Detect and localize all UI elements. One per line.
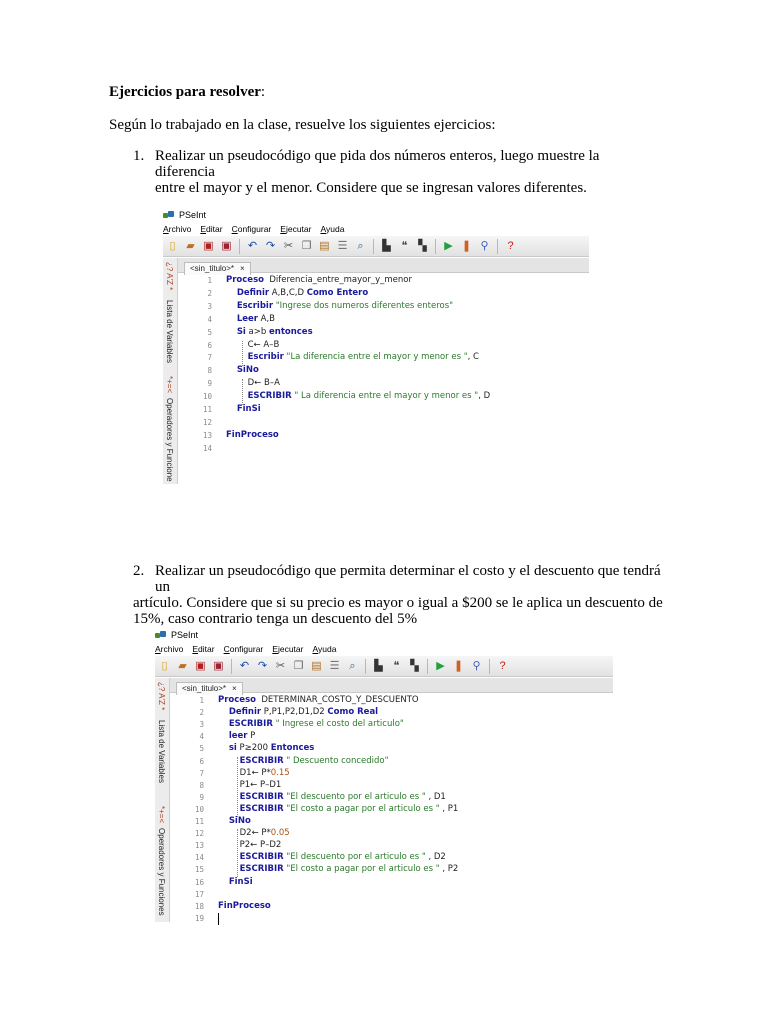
code-text: , P1 (439, 803, 459, 814)
menu-bar (163, 223, 589, 236)
code-line[interactable] (226, 314, 275, 324)
code-text: P (247, 731, 256, 742)
code-line[interactable] (226, 391, 490, 401)
undo-icon[interactable]: ↶ (247, 239, 258, 252)
code-text (218, 707, 229, 717)
code-line[interactable] (218, 780, 281, 790)
variables-icons[interactable]: ¿? A'Z * (165, 262, 174, 291)
line-number: 14 (202, 443, 212, 453)
run-icon[interactable]: ▶ (444, 239, 453, 252)
code-string: "El descuento por el articulo es " (286, 791, 426, 802)
line-number: 17 (194, 889, 204, 899)
menu-item-editar[interactable]: Editar (192, 644, 215, 654)
redo-icon[interactable]: ↷ (257, 659, 268, 672)
code-text (218, 719, 229, 729)
code-line[interactable] (226, 378, 280, 388)
toolbar-separator (373, 239, 374, 254)
code-keyword: entonces (269, 326, 313, 337)
line-number: 13 (194, 841, 204, 851)
format-icon[interactable]: ▚ (410, 659, 419, 672)
code-line[interactable] (226, 365, 259, 375)
find-icon[interactable]: ⌕ (349, 659, 356, 672)
code-text: DETERMINAR_COSTO_Y_DESCUENTO (255, 695, 419, 705)
code-string: "La diferencia entre el mayor y menor es " (286, 352, 468, 363)
toolbar-separator (497, 239, 498, 254)
toolbar (155, 656, 613, 677)
operators-functions-tab[interactable]: Operadores y Funciones (157, 828, 166, 916)
file-tab-label: <sin_titulo>* (190, 264, 235, 273)
app-title-bar (155, 628, 613, 643)
code-string: " La diferencia entre el mayor y menor es " (294, 391, 479, 402)
open-file-icon[interactable]: ▰ (178, 659, 187, 672)
code-keyword: FinSi (236, 404, 261, 414)
toolbar-separator (435, 239, 436, 254)
code-text: P≥200 (236, 743, 271, 754)
line-number: 16 (194, 877, 204, 887)
menu-item-archivo[interactable]: Archivo (163, 224, 192, 234)
save-icon[interactable]: ▣ (195, 659, 206, 672)
run-icon[interactable]: ▶ (436, 659, 445, 672)
code-keyword: leer (228, 731, 248, 742)
comment-icon[interactable]: ❝ (393, 659, 400, 672)
line-number: 7 (207, 353, 212, 363)
line-number: 3 (199, 720, 204, 730)
code-keyword: ESCRIBIR (239, 791, 284, 802)
side-panel (163, 258, 178, 484)
help-icon[interactable]: ? (499, 659, 506, 672)
line-number: 2 (199, 708, 204, 718)
exercise-line: 15%, caso contrario tenga un descuento del 5% (133, 611, 418, 627)
code-string: " Ingrese el costo del articulo" (275, 719, 404, 730)
indent-icon[interactable]: ▙ (374, 659, 383, 672)
code-text (226, 391, 248, 401)
indent-guide (242, 379, 243, 405)
variables-list-tab[interactable]: Lista de Variables (165, 300, 174, 363)
app-title: PSeInt (171, 630, 199, 640)
step-icon[interactable]: ❚ (453, 659, 464, 672)
code-keyword: Definir (228, 707, 262, 718)
code-line[interactable] (226, 327, 313, 337)
menu-bar (155, 643, 613, 656)
code-line[interactable] (226, 430, 279, 440)
menu-item-ayuda[interactable]: Ayuda (320, 224, 345, 234)
menu-item-archivo[interactable]: Archivo (155, 644, 184, 654)
comment-icon[interactable]: ❝ (401, 239, 408, 252)
variables-icons[interactable]: ¿? A'Z * (157, 682, 166, 711)
section-title (109, 84, 265, 101)
code-text (226, 314, 237, 324)
code-editor[interactable] (178, 258, 589, 484)
close-tab-icon[interactable]: × (232, 684, 237, 693)
code-keyword: ESCRIBIR (247, 391, 292, 402)
code-line[interactable] (218, 804, 458, 814)
code-text: C← A–B (226, 339, 280, 350)
indent-guide (237, 757, 238, 818)
section-title-colon: : (260, 84, 266, 100)
new-file-icon[interactable]: ▯ (169, 239, 176, 252)
exercise-text (155, 148, 653, 196)
menu-item-ejecutar[interactable]: Ejecutar (280, 224, 312, 234)
code-keyword: ESCRIBIR (228, 719, 273, 730)
edit-flow-icon[interactable]: ☰ (337, 239, 348, 252)
line-number: 1 (199, 696, 204, 705)
debug-icon[interactable]: ⚲ (480, 239, 489, 252)
line-number: 14 (194, 853, 204, 863)
code-line[interactable] (226, 404, 261, 414)
code-line[interactable] (218, 840, 281, 850)
open-file-icon[interactable]: ▰ (186, 239, 195, 252)
code-string: " Descuento concedido" (286, 755, 389, 766)
code-line[interactable] (218, 731, 255, 741)
line-number: 7 (199, 768, 204, 778)
code-editor[interactable] (170, 678, 613, 922)
line-number: 6 (207, 340, 212, 350)
line-number: 4 (199, 732, 204, 742)
pseint-window-1 (163, 208, 589, 484)
code-line[interactable] (218, 792, 446, 802)
code-line[interactable] (218, 743, 314, 753)
line-number: 11 (202, 405, 212, 414)
code-line[interactable] (218, 695, 419, 705)
code-line[interactable] (218, 877, 253, 887)
toolbar-separator (239, 239, 240, 254)
line-number: 9 (199, 792, 204, 802)
line-number: 3 (207, 301, 212, 311)
code-text: , D (478, 391, 491, 402)
code-text (226, 352, 248, 362)
menu-item-configurar[interactable]: Configurar (223, 644, 264, 654)
code-keyword: SiNo (236, 365, 259, 376)
indent-guide (237, 829, 238, 877)
line-number: 6 (199, 756, 204, 766)
exercise-number: 1. (133, 148, 145, 164)
app-title-bar (163, 208, 589, 223)
line-number: 10 (194, 804, 204, 814)
help-icon[interactable]: ? (507, 239, 514, 252)
code-line[interactable] (218, 852, 446, 862)
toolbar-separator (489, 659, 490, 674)
code-text (226, 365, 237, 375)
save-icon[interactable]: ▣ (203, 239, 214, 252)
code-text: , P2 (439, 864, 459, 875)
cut-icon[interactable]: ✂ (283, 239, 294, 252)
new-file-icon[interactable]: ▯ (161, 659, 168, 672)
code-text: P1← P–D1 (218, 779, 282, 790)
code-text: D1← P* (218, 767, 271, 778)
operators-functions-tab[interactable]: Operadores y Funcione (165, 398, 174, 482)
exercise-line: artículo. Considere que si su precio es mayor o igual a $200 se le aplica un descuento de (133, 595, 663, 611)
line-number: 10 (202, 392, 212, 402)
indent-guide (242, 341, 243, 367)
pseint-window-2 (155, 628, 613, 922)
code-keyword: Entonces (270, 743, 315, 754)
toolbar-separator (365, 659, 366, 674)
code-text (226, 404, 237, 414)
line-number: 8 (207, 366, 212, 376)
line-number: 8 (199, 780, 204, 790)
code-keyword: ESCRIBIR (239, 852, 284, 863)
line-number: 5 (199, 744, 204, 754)
undo-icon[interactable]: ↶ (239, 659, 250, 672)
menu-item-ayuda[interactable]: Ayuda (312, 644, 337, 654)
code-text: P,P1,P2,D1,D2 (261, 707, 328, 718)
toolbar-separator (231, 659, 232, 674)
copy-icon[interactable]: ❐ (301, 239, 312, 252)
code-keyword: Proceso (226, 275, 264, 285)
operators-icons[interactable]: *+=< (157, 806, 166, 824)
code-text: A,B (257, 313, 276, 324)
toolbar (163, 236, 589, 257)
code-text (218, 743, 229, 753)
code-keyword: ESCRIBIR (239, 755, 284, 766)
redo-icon[interactable]: ↷ (265, 239, 276, 252)
paste-icon[interactable]: ▤ (319, 239, 330, 252)
menu-item-ejecutar[interactable]: Ejecutar (272, 644, 304, 654)
code-keyword: Definir (236, 287, 270, 298)
exercise-text (133, 563, 673, 627)
code-line[interactable] (218, 864, 458, 874)
operators-icons[interactable]: *+=< (165, 376, 174, 394)
code-keyword: Si (236, 326, 246, 337)
save-as-icon[interactable]: ▣ (213, 659, 224, 672)
line-number: 18 (194, 901, 204, 911)
save-as-icon[interactable]: ▣ (221, 239, 232, 252)
text-caret (218, 913, 219, 925)
edit-flow-icon[interactable]: ☰ (329, 659, 340, 672)
intro-text: Según lo trabajado en la clase, resuelve los siguientes ejercicios: (109, 117, 496, 133)
line-number: 4 (207, 314, 212, 324)
code-line[interactable] (226, 301, 453, 311)
code-text (218, 731, 229, 741)
code-line[interactable] (226, 340, 279, 350)
code-text: , D2 (425, 852, 446, 863)
code-text: , D1 (425, 791, 446, 802)
code-string: "El descuento por el articulo es " (286, 852, 426, 863)
code-line[interactable] (218, 768, 290, 778)
toolbar-separator (427, 659, 428, 674)
code-text (226, 327, 237, 337)
line-number: 1 (207, 276, 212, 285)
section-title-bold: Ejercicios para resolver (109, 84, 261, 100)
code-line[interactable] (218, 816, 251, 826)
code-line[interactable] (218, 707, 378, 717)
line-number: 5 (207, 327, 212, 337)
variables-list-tab[interactable]: Lista de Variables (157, 720, 166, 783)
cut-icon[interactable]: ✂ (275, 659, 286, 672)
line-number: 11 (194, 817, 204, 826)
code-keyword: Leer (236, 313, 258, 324)
code-line[interactable] (226, 352, 479, 362)
step-icon[interactable]: ❚ (461, 239, 472, 252)
exercise-number: 2. (133, 563, 145, 579)
paste-icon[interactable]: ▤ (311, 659, 322, 672)
code-text: D2← P* (218, 828, 271, 839)
app-title: PSeInt (179, 210, 207, 220)
line-number: 12 (194, 829, 204, 839)
line-number: 19 (194, 913, 204, 923)
code-text: , C (467, 352, 479, 363)
pseint-logo-icon (155, 631, 167, 641)
file-tab-bar (170, 678, 613, 693)
copy-icon[interactable]: ❐ (293, 659, 304, 672)
file-tab-bar (178, 258, 589, 273)
code-text (226, 301, 237, 311)
line-number: 13 (202, 430, 212, 440)
indent-icon[interactable]: ▙ (382, 239, 391, 252)
code-keyword: Escribir (236, 300, 274, 311)
code-keyword: si (228, 743, 237, 754)
code-string: "El costo a pagar por el articulo es " (286, 864, 440, 875)
code-line[interactable] (218, 756, 389, 766)
line-number: 2 (207, 288, 212, 298)
debug-icon[interactable]: ⚲ (472, 659, 481, 672)
line-number: 12 (202, 417, 212, 427)
code-keyword: ESCRIBIR (239, 803, 284, 814)
code-line[interactable] (226, 275, 412, 285)
code-keyword: FinProceso (226, 429, 279, 440)
exercise-line: Realizar un pseudocódigo que permita determinar el costo y el descuento que tendrá un (155, 563, 661, 595)
code-text (226, 288, 237, 298)
menu-item-editar[interactable]: Editar (200, 224, 223, 234)
close-tab-icon[interactable]: × (240, 264, 245, 273)
code-text (218, 816, 229, 826)
pseint-logo-icon (163, 211, 175, 221)
code-keyword: ESCRIBIR (239, 864, 284, 875)
code-keyword: Escribir (247, 352, 284, 363)
code-text: D← B–A (226, 378, 280, 389)
code-keyword: Como Entero (306, 287, 369, 298)
side-panel (155, 678, 170, 922)
code-text: Diferencia_entre_mayor_y_menor (263, 275, 412, 285)
code-area[interactable] (170, 693, 613, 922)
code-text (218, 877, 229, 887)
code-keyword: FinSi (228, 876, 253, 887)
code-line[interactable] (218, 901, 271, 911)
code-text: a>b (245, 326, 269, 337)
code-string: "Ingrese dos numeros diferentes enteros" (275, 300, 454, 311)
code-text: A,B,C,D (269, 287, 307, 298)
code-area[interactable] (178, 273, 589, 484)
code-keyword: SiNo (228, 816, 251, 826)
format-icon[interactable]: ▚ (418, 239, 427, 252)
code-number: 0.05 (270, 828, 290, 839)
find-icon[interactable]: ⌕ (357, 239, 364, 252)
code-text: P2← P–D2 (218, 840, 282, 851)
exercise-line: Realizar un pseudocódigo que pida dos números enteros, luego muestre la diferencia (155, 148, 600, 180)
exercise-line: entre el mayor y el menor. Considere que se ingresan valores diferentes. (155, 180, 587, 196)
code-line[interactable] (218, 828, 290, 838)
menu-item-configurar[interactable]: Configurar (231, 224, 272, 234)
code-keyword: Como Real (327, 707, 379, 718)
code-line[interactable] (218, 719, 404, 729)
file-tab-label: <sin_titulo>* (182, 684, 227, 693)
code-string: "El costo a pagar por el articulo es " (286, 803, 440, 814)
line-number: 9 (207, 379, 212, 389)
code-keyword: Proceso (218, 695, 256, 705)
code-keyword: FinProceso (218, 900, 271, 911)
line-number: 15 (194, 865, 204, 875)
code-number: 0.15 (270, 767, 290, 778)
code-line[interactable] (226, 288, 368, 298)
